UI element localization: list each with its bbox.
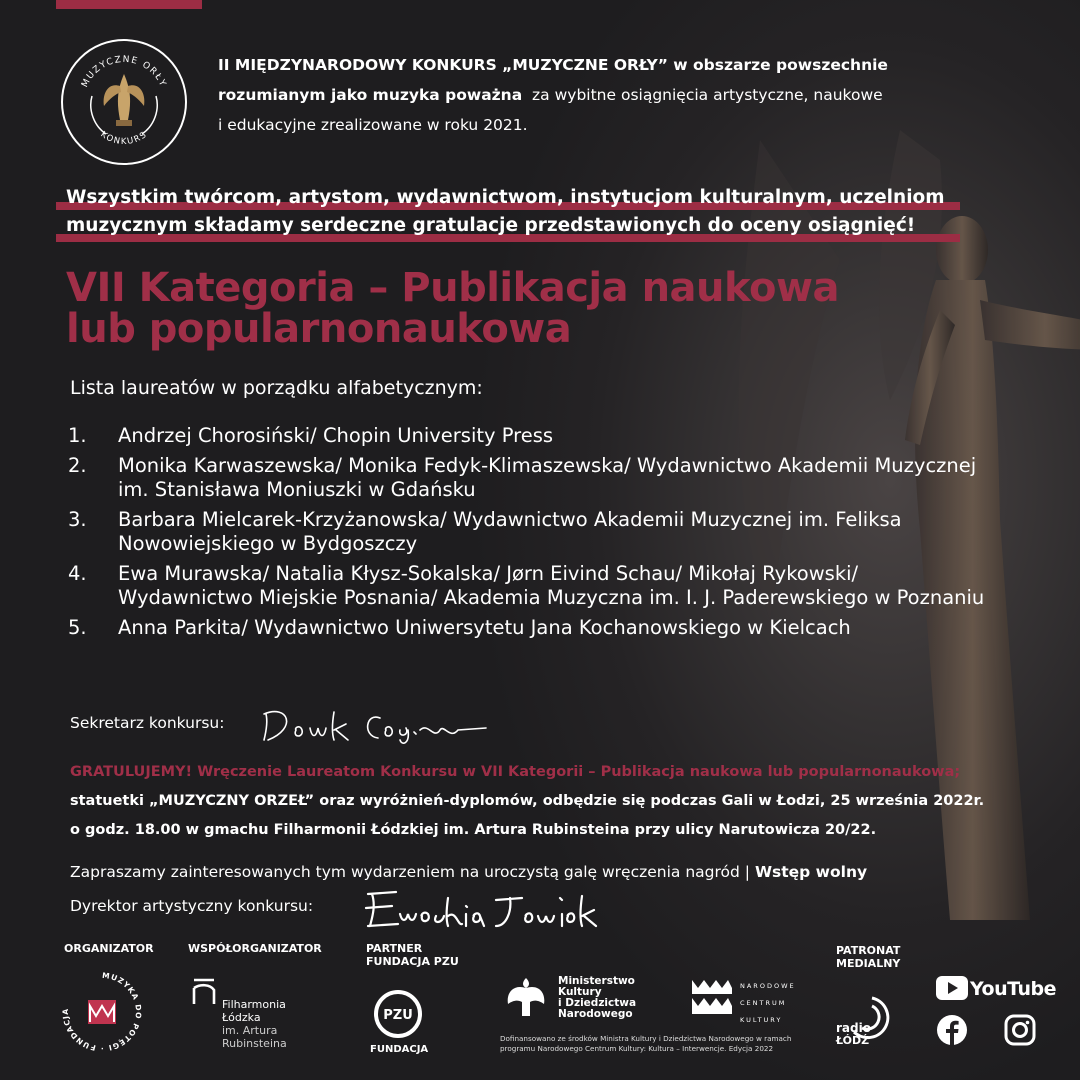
greeting-message bbox=[66, 184, 966, 240]
ministry-name bbox=[558, 976, 636, 1020]
ministry-line3: i Dziedzictwa bbox=[558, 997, 637, 1009]
list-item-number: 4. bbox=[68, 562, 87, 585]
pzu-logo bbox=[372, 988, 424, 1040]
category-title bbox=[66, 265, 986, 352]
instagram-icon[interactable] bbox=[1004, 1014, 1036, 1046]
pzu-caption: FUNDACJA bbox=[370, 1044, 429, 1055]
media-patron-label bbox=[836, 944, 900, 970]
funding-note: Dofinansowano ze środków Ministra Kultury i Dziedzictwa Narodowego w ramach programu Narodowego Centrum Kultury: Kultura – Interwencje. Edycja 2022 bbox=[500, 1034, 792, 1053]
list-item bbox=[68, 424, 988, 448]
filharmonia-name bbox=[222, 998, 287, 1050]
intro-line3: i edukacyjne zrealizowane w roku 2021. bbox=[218, 116, 528, 134]
partner-label bbox=[366, 942, 459, 968]
intro-bold-2: rozumianym jako muzyka poważna bbox=[218, 86, 523, 104]
partner-label-1: PARTNER bbox=[366, 942, 423, 955]
ministry-line1: Ministerstwo bbox=[558, 975, 635, 987]
filharmonia-line4: Rubinsteina bbox=[222, 1037, 287, 1050]
ceremony-info bbox=[70, 758, 1030, 845]
pzu-logo-text: PZU bbox=[383, 1008, 413, 1023]
invitation bbox=[70, 863, 867, 881]
filharmonia-line3: im. Artura bbox=[222, 1024, 278, 1037]
category-title-line2: lub popularnonaukowa bbox=[66, 306, 572, 352]
nck-line3: KULTURY bbox=[740, 1016, 783, 1024]
emblem-bottom-text: KONKURS bbox=[98, 129, 150, 148]
youtube-icon[interactable] bbox=[936, 976, 968, 1000]
secretary-label: Sekretarz konkursu: bbox=[70, 714, 225, 732]
list-item bbox=[68, 616, 988, 640]
top-accent-bar bbox=[56, 0, 202, 9]
media-label-2: MEDIALNY bbox=[836, 957, 901, 970]
director-signature bbox=[362, 886, 602, 932]
filharmonia-line1: Filharmonia bbox=[222, 998, 286, 1011]
ceremony-headline: GRATULUJEMY! Wręczenie Laureatom Konkursu w VII Kategorii – Publikacja naukowa lub popularnonaukowa; bbox=[70, 764, 961, 780]
list-item-number: 5. bbox=[68, 616, 87, 639]
emblem-top-text: MUZYCZNE ORŁY bbox=[80, 54, 168, 90]
nck-logo-icon bbox=[690, 976, 734, 1018]
radio-lodz-logo bbox=[834, 988, 910, 1048]
greeting-line-1: Wszystkim twórcom, artystom, wydawnictwom, instytucjom kulturalnym, uczelniom bbox=[66, 187, 945, 208]
laureates-list bbox=[68, 424, 988, 646]
list-item-text: Barbara Mielcarek-Krzyżanowska/ Wydawnictwo Akademii Muzycznej im. Feliksa Nowowiejskiego w Bydgoszczy bbox=[118, 508, 902, 555]
ceremony-line3: o godz. 18.00 w gmachu Filharmonii Łódzkiej im. Artura Rubinsteina przy ulicy Narutowicza 20/22. bbox=[70, 822, 877, 838]
facebook-icon[interactable] bbox=[936, 1014, 968, 1046]
media-label-1: PATRONAT bbox=[836, 944, 901, 957]
svg-text:KONKURS bbox=[98, 130, 149, 147]
ceremony-line2: statuetki „MUZYCZNY ORZEŁ” oraz wyróżnień-dyplomów, odbędzie się podczas Gali w Łodzi, 25 września 2022r. bbox=[70, 793, 985, 809]
list-item-text: Andrzej Chorosiński/ Chopin University Press bbox=[118, 424, 554, 447]
radio-lodz-text-1: radio bbox=[836, 1021, 871, 1035]
ministry-line2: Kultury bbox=[558, 986, 602, 998]
list-item bbox=[68, 508, 988, 556]
filharmonia-line2: Łódzka bbox=[222, 1011, 261, 1024]
organizer-ring-text: MUZYKA DO POTĘGI · FUNDACJA bbox=[60, 970, 144, 1054]
list-item-number: 2. bbox=[68, 454, 87, 477]
contest-emblem-logo bbox=[58, 36, 190, 168]
free-entry: Wstęp wolny bbox=[754, 863, 868, 881]
list-item bbox=[68, 454, 988, 502]
contest-intro bbox=[218, 50, 988, 140]
coorganizer-label: WSPÓŁORGANIZATOR bbox=[188, 942, 322, 955]
list-item-number: 3. bbox=[68, 508, 87, 531]
list-item-number: 1. bbox=[68, 424, 87, 447]
polish-eagle-emblem bbox=[500, 972, 552, 1024]
nck-line1: NARODOWE bbox=[740, 982, 796, 990]
director-label: Dyrektor artystyczny konkursu: bbox=[70, 897, 314, 915]
category-title-line1: VII Kategoria – Publikacja naukowa bbox=[66, 265, 839, 311]
youtube-label[interactable]: YouTube bbox=[970, 978, 1056, 1000]
intro-rest: za wybitne osiągnięcia artystyczne, naukowe bbox=[532, 86, 883, 104]
list-item-text: Ewa Murawska/ Natalia Kłysz-Sokalska/ Jørn Eivind Schau/ Mikołaj Rykowski/ Wydawnictwo Miejskie Posnania/ Akademia Muzyczna im. I. J. Paderewskiego w Poznaniu bbox=[118, 562, 985, 609]
list-item-text: Monika Karwaszewska/ Monika Fedyk-Klimaszewska/ Wydawnictwo Akademii Muzycznej im. Stanisława Moniuszki w Gdańsku bbox=[118, 454, 977, 501]
filharmonia-icon bbox=[192, 976, 218, 1006]
organizer-label: ORGANIZATOR bbox=[64, 942, 154, 955]
list-item bbox=[68, 562, 988, 610]
partner-label-2: FUNDACJA PZU bbox=[366, 955, 459, 968]
ministry-line4: Narodowego bbox=[558, 1008, 633, 1020]
secretary-signature bbox=[258, 700, 488, 746]
radio-lodz-text-2: ŁÓDŹ bbox=[836, 1034, 870, 1047]
intro-bold-1: II MIĘDZYNARODOWY KONKURS „MUZYCZNE ORŁY” w obszarze powszechnie bbox=[218, 56, 888, 74]
list-item-text: Anna Parkita/ Wydawnictwo Uniwersytetu Jana Kochanowskiego w Kielcach bbox=[118, 616, 851, 639]
nck-line2: CENTRUM bbox=[740, 999, 787, 1007]
nck-name bbox=[740, 978, 796, 1029]
invitation-text: Zapraszamy zainteresowanych tym wydarzeniem na uroczystą galę wręczenia nagród | bbox=[70, 863, 750, 881]
muzyka-do-potegi-logo bbox=[60, 970, 144, 1054]
laureates-intro: Lista laureatów w porządku alfabetycznym: bbox=[70, 377, 483, 399]
greeting-line-2: muzycznym składamy serdeczne gratulacje przedstawionych do oceny osiągnięć! bbox=[66, 215, 916, 236]
